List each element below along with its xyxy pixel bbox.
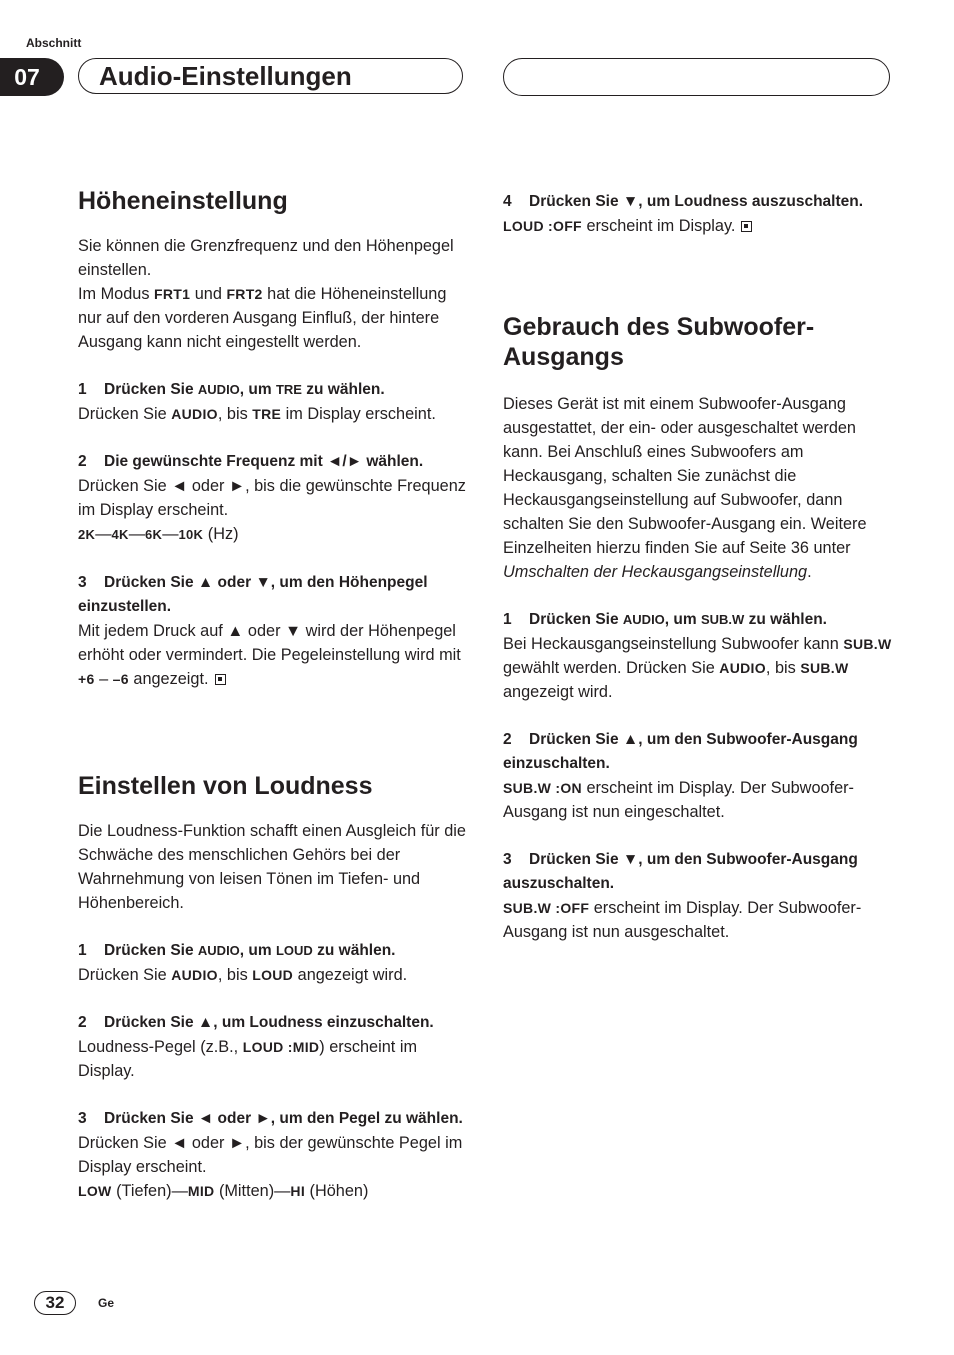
frequency-list: 2K—4K—6K—10K (Hz) <box>78 525 239 543</box>
language-code: Ge <box>98 1296 115 1310</box>
step-heading: 2 Die gewünschte Frequenz mit ◄/► wählen. <box>78 453 424 470</box>
right-column <box>503 190 893 944</box>
header-empty-box <box>503 58 890 96</box>
step-heading: 1 Drücken Sie AUDIO, um SUB.W zu wählen. <box>503 611 827 628</box>
paragraph: Dieses Gerät ist mit einem Subwoofer-Ausgang ausgestattet, der ein- oder ausgeschaltet werden kann. Bei Anschluß eines Subwoofers am Heckausgang, schalten Sie zunächst die Heckausgangseinstellung auf Subwoofer, dann schalten Sie den Subwoofer-Ausgang ein. Weitere Einzelheiten hierzu finden Sie auf Seite 36 unter Umschalten der Heckausgangseinstellung. <box>503 395 867 581</box>
paragraph: Sie können die Grenzfrequenz und den Höhenpegel einstellen. Im Modus FRT1 und FRT2 hat die Höheneinstellung nur auf den vorderen Ausgang Einfluß, der hintere Ausgang kann nicht eingestellt werden. <box>78 237 454 351</box>
step-body: SUB.W :ON erscheint im Display. Der Subwoofer-Ausgang ist nun eingeschaltet. <box>503 779 854 821</box>
section-title-hoeheneinstellung: Höheneinstellung <box>78 187 288 215</box>
end-mark-icon <box>741 221 752 232</box>
step-body: Bei Heckausgangseinstellung Subwoofer kann SUB.W gewählt werden. Drücken Sie AUDIO, bis SUB.W angezeigt wird. <box>503 635 892 701</box>
step-heading: 2 Drücken Sie ▲, um den Subwoofer-Ausgang einzuschalten. <box>503 731 858 772</box>
section-label: Abschnitt <box>26 36 82 50</box>
chapter-number-badge: 07 <box>0 58 64 96</box>
section-title-loudness: Einstellen von Loudness <box>78 772 373 800</box>
step-heading: 1 Drücken Sie AUDIO, um LOUD zu wählen. <box>78 942 396 959</box>
chapter-title-box <box>78 58 463 94</box>
page-number: 32 <box>34 1291 76 1315</box>
step-heading: 1 Drücken Sie AUDIO, um TRE zu wählen. <box>78 381 385 398</box>
chapter-title: Audio-Einstellungen <box>99 61 352 91</box>
step-body: Loudness-Pegel (z.B., LOUD :MID) erscheint im Display. <box>78 1038 418 1080</box>
step-body: Drücken Sie ◄ oder ►, bis die gewünschte Frequenz im Display erscheint. <box>78 477 466 519</box>
cross-reference: Umschalten der Heckausgangseinstellung <box>503 563 808 581</box>
section-title-subwoofer: Gebrauch des Subwoofer-Ausgangs <box>503 313 815 371</box>
step-heading: 2 Drücken Sie ▲, um Loudness einzuschalten. <box>78 1014 434 1031</box>
step-heading: 3 Drücken Sie ▼, um den Subwoofer-Ausgang auszuschalten. <box>503 851 858 892</box>
level-list: LOW (Tiefen)—MID (Mitten)—HI (Höhen) <box>78 1182 369 1200</box>
step-body: Mit jedem Druck auf ▲ oder ▼ wird der Höhenpegel erhöht oder vermindert. Die Pegeleinstellung wird mit +6 – –6 angezeigt. <box>78 622 461 688</box>
step-heading: 3 Drücken Sie ▲ oder ▼, um den Höhenpegel einzustellen. <box>78 574 428 615</box>
step-body: Drücken Sie ◄ oder ►, bis der gewünschte Pegel im Display erscheint. <box>78 1134 463 1176</box>
left-column <box>78 186 473 1203</box>
step-heading: 3 Drücken Sie ◄ oder ►, um den Pegel zu wählen. <box>78 1110 463 1127</box>
end-mark-icon <box>215 674 226 685</box>
step-body: LOUD :OFF erscheint im Display. <box>503 214 893 238</box>
step-body: SUB.W :OFF erscheint im Display. Der Subwoofer-Ausgang ist nun ausgeschaltet. <box>503 899 862 941</box>
step-body: Drücken Sie AUDIO, bis LOUD angezeigt wird. <box>78 966 408 984</box>
paragraph: Die Loudness-Funktion schafft einen Ausgleich für die Schwäche des menschlichen Gehörs bei der Wahrnehmung von leisen Tönen im Tiefen- und Höhenbereich. <box>78 822 466 912</box>
step-body: Drücken Sie AUDIO, bis TRE im Display erscheint. <box>78 405 436 423</box>
step-heading: 4 Drücken Sie ▼, um Loudness auszuschalten. <box>503 193 864 210</box>
